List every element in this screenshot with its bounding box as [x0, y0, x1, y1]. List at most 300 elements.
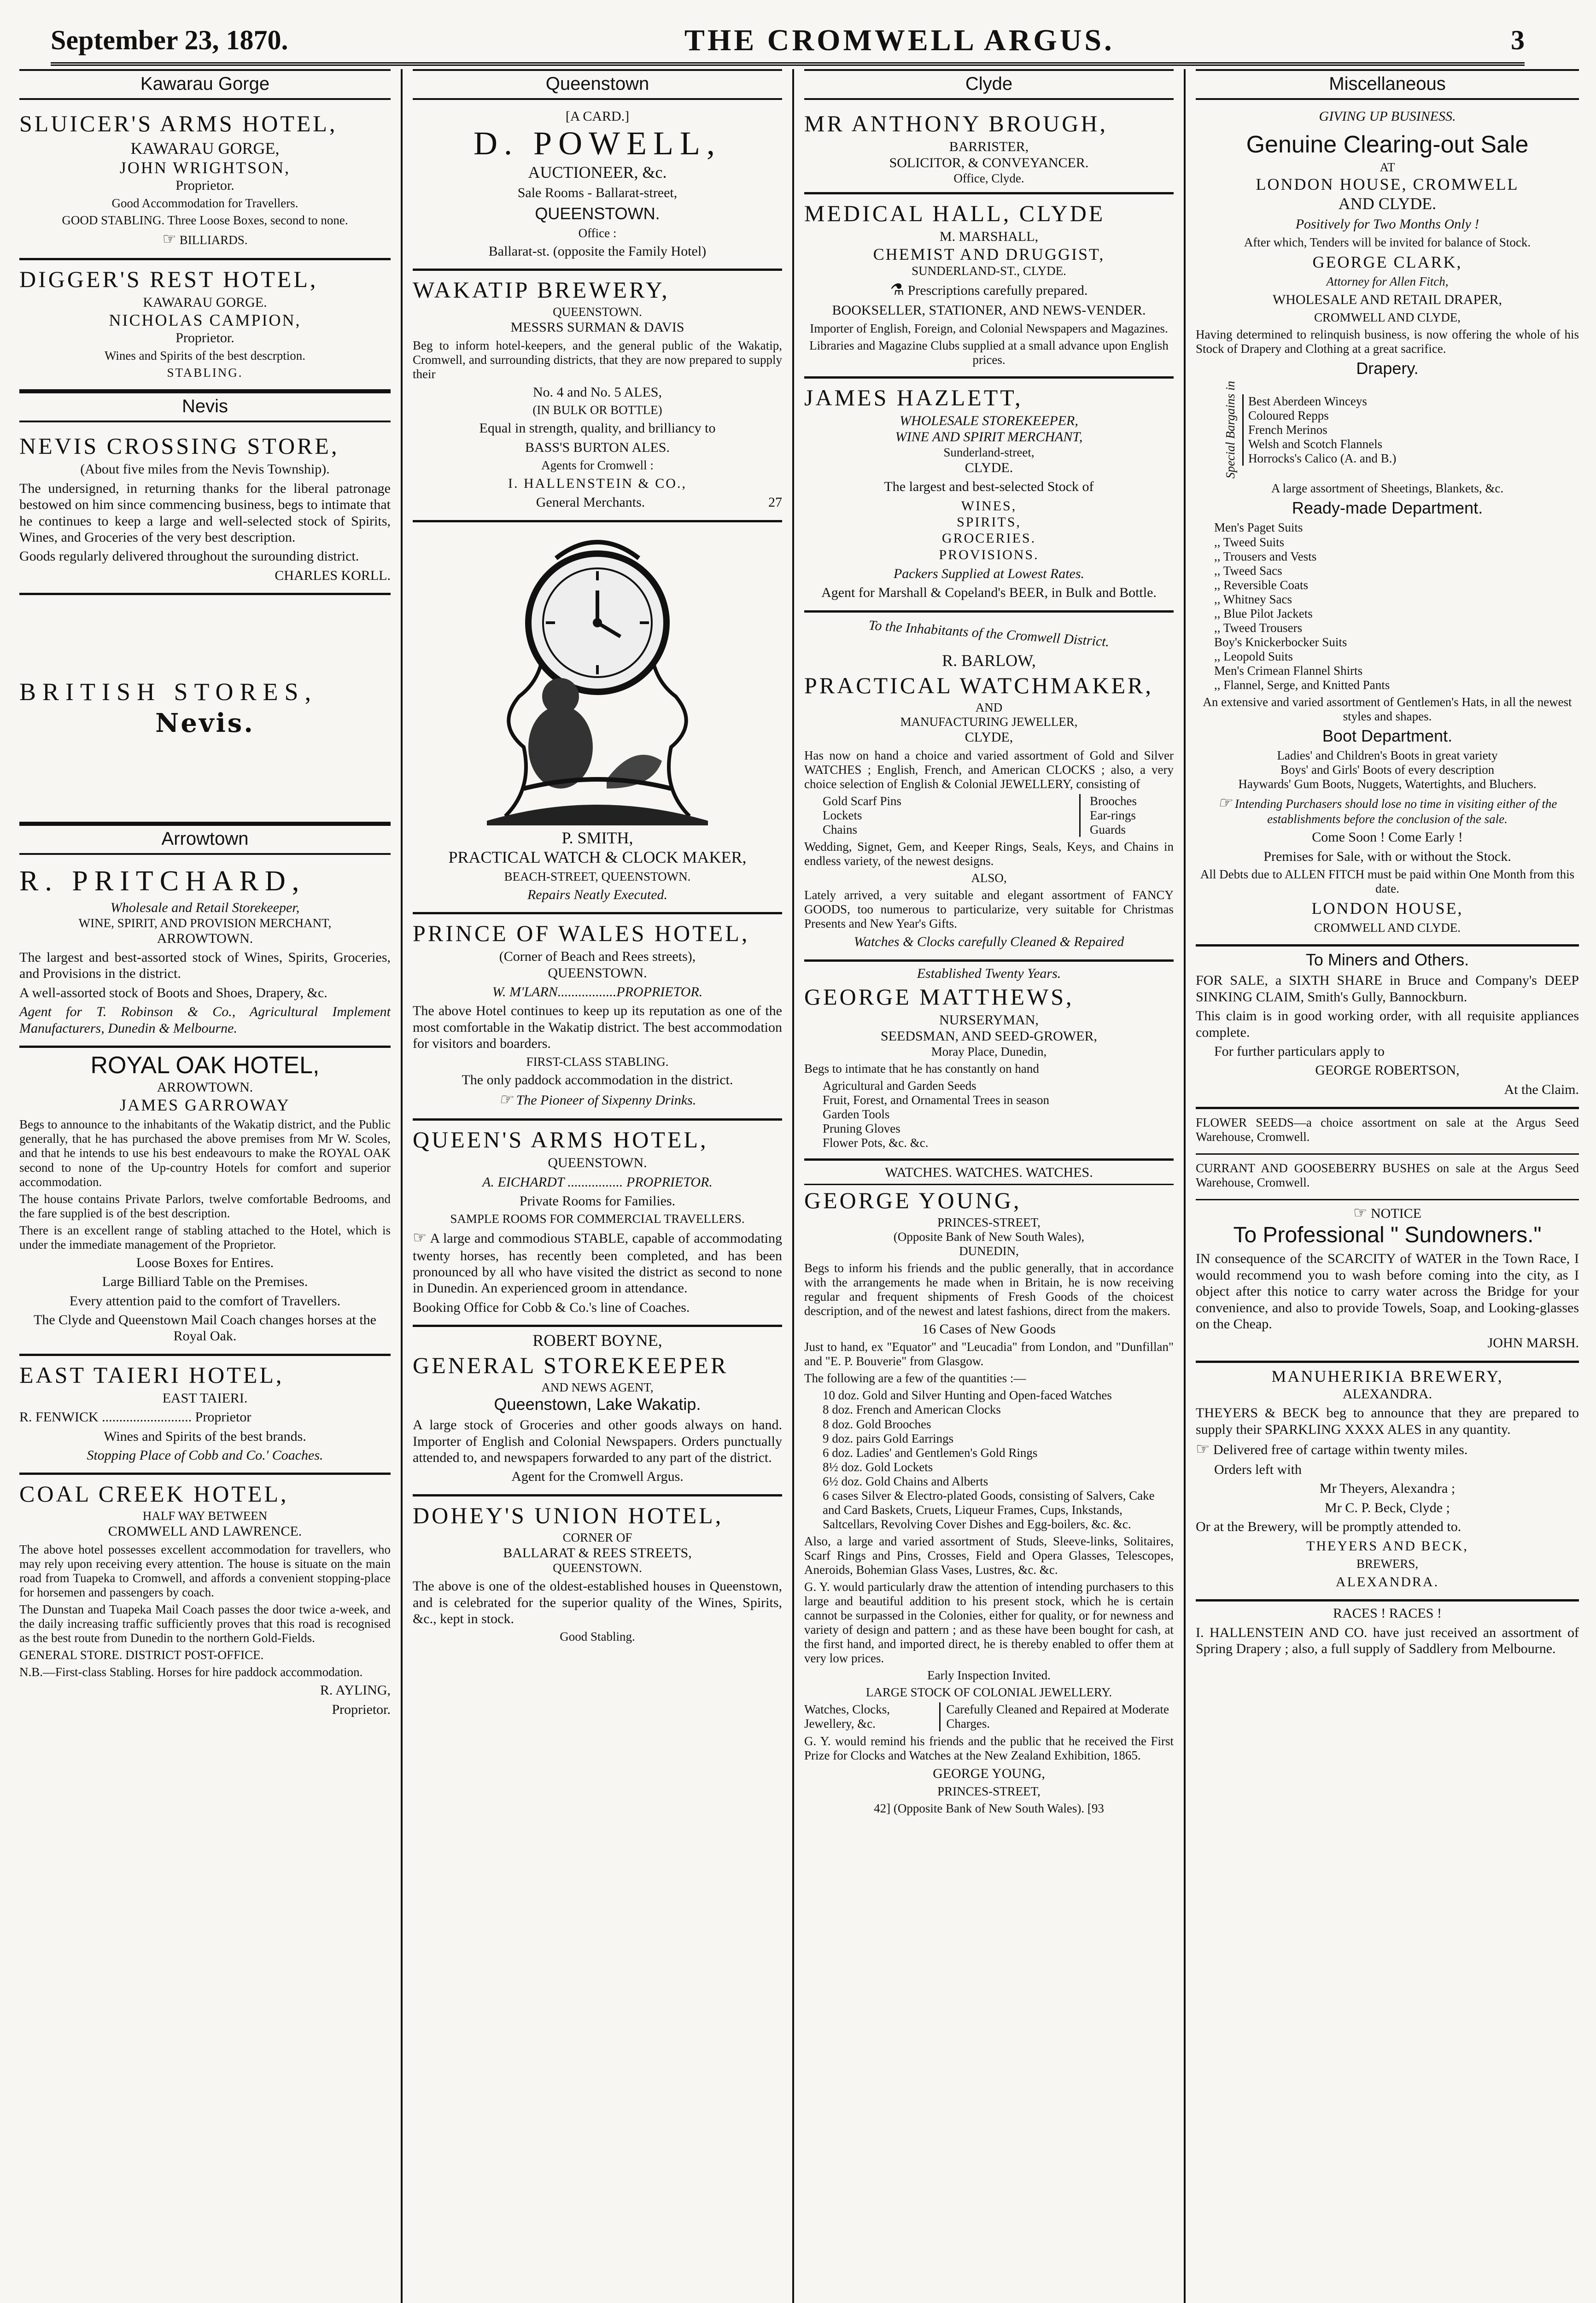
ad-body: Beg to inform hotel-keepers, and the general public of the Wakatip, Cromwell, and surrounding districts, that they are now prepared to supply their	[413, 338, 782, 381]
ad-owner: MESSRS SURMAN & DAVIS	[510, 320, 684, 335]
ad-notice	[1196, 1200, 1579, 1362]
ad-line: NURSERYMAN,	[939, 1012, 1039, 1028]
ad-line: 16 Cases of New Goods	[922, 1321, 1056, 1337]
ad-line: PROVISIONS.	[939, 547, 1039, 562]
ad-r-barlow	[804, 613, 1174, 962]
ad-subtitle: (Corner of Beach and Rees streets),	[499, 949, 696, 964]
list-item: 10 doz. Gold and Silver Hunting and Open-faced Watches	[823, 1388, 1112, 1403]
ad-line: Come Soon ! Come Early !	[1312, 830, 1463, 845]
ad-title: BRITISH STORES,	[19, 678, 318, 706]
ad-title: PRACTICAL WATCHMAKER,	[804, 672, 1153, 699]
ad-george-matthews	[804, 962, 1174, 1161]
drapery-list	[1242, 394, 1396, 466]
ad-place: KAWARAU GORGE,	[130, 139, 280, 158]
ad-east-taieri	[19, 1356, 391, 1475]
ad-doheys-union	[413, 1496, 782, 1654]
list-item: Men's Crimean Flannel Shirts	[1214, 663, 1363, 678]
ad-line: (IN BULK OR BOTTLE)	[532, 403, 662, 417]
ad-role: Proprietor.	[332, 1701, 391, 1717]
ad-royal-oak	[19, 1048, 391, 1356]
ad-line: FIRST-CLASS STABLING.	[526, 1054, 669, 1069]
ad-line: Intending Purchasers should lose no time in visiting either of the establishments before the conclusion of the sale.	[1234, 797, 1557, 826]
seed-list	[823, 1079, 1174, 1150]
ad-p-smith	[413, 522, 782, 914]
mortar-pestle-icon: ⚗	[890, 281, 905, 299]
ad-owner: R. FENWICK .......................... Proprietor	[19, 1409, 251, 1425]
ad-line: For further particulars apply to	[1214, 1043, 1385, 1059]
ad-line: BREWERS,	[1356, 1556, 1419, 1571]
ad-number: 27	[768, 495, 782, 510]
ad-title: JAMES HAZLETT,	[804, 384, 1023, 410]
list-item: Fruit, Forest, and Ornamental Trees in season	[823, 1093, 1049, 1107]
list-item: 8½ doz. Gold Lockets	[823, 1460, 933, 1474]
list-item: Welsh and Scotch Flannels	[1248, 437, 1383, 451]
ad-line: N.B.—First-class Stabling. Horses for hire paddock accommodation.	[19, 1665, 363, 1679]
ad-line: CLYDE.	[965, 460, 1013, 475]
ad-line: GENERAL STORE. DISTRICT POST-OFFICE.	[19, 1648, 264, 1662]
ornate-clock-illustration	[468, 531, 726, 825]
list-item: ,, Leopold Suits	[1214, 649, 1293, 663]
ad-body: There is an excellent range of stabling attached to the Hotel, which is under the immediate management of the Proprietor.	[19, 1223, 391, 1251]
ad-line: WINES,	[961, 498, 1017, 514]
ad-line: (Opposite Bank of New South Wales),	[893, 1229, 1085, 1244]
list-item: 6 cases Silver & Electro-plated Goods, consisting of Salvers, Cake and Card Baskets, Cruets, Liqueur Frames, Cups, Inkstands, Saltcellars, Revolving Cover Dishes and Egg-boilers, &c. &c.	[823, 1488, 1155, 1531]
ad-line: STABLING.	[167, 366, 243, 380]
ad-body: The Dunstan and Tuapeka Mail Coach passes the door twice a-week, and the daily increasing traffic sufficiently proves that this road is recognised as the best route from Dunedin to the northern Gold-Fields.	[19, 1602, 391, 1645]
ad-miners	[1196, 947, 1579, 1109]
ad-body: FOR SALE, a SIXTH SHARE in Bruce and Company's DEEP SINKING CLAIM, Smith's Gully, Bannockburn.	[1196, 973, 1579, 1005]
list-item: French Merinos	[1248, 422, 1327, 437]
ad-title: NEVIS CROSSING STORE,	[19, 433, 339, 459]
ad-line: Positively for Two Months Only !	[1295, 216, 1479, 232]
pointing-hand-icon: ☞	[413, 1229, 427, 1247]
list-item: 6½ doz. Gold Chains and Alberts	[823, 1474, 988, 1488]
ad-body: The above Hotel continues to keep up its reputation as one of the most comfortable in the Wakatip district. The best accommodation for visitors and boarders.	[413, 1003, 782, 1052]
ad-body: Lately arrived, a very suitable and elegant assortment of FANCY GOODS, too numerous to particularize, very suitable for Christmas Presents and New Year's Gifts.	[804, 888, 1174, 931]
ad-line: ALEXANDRA.	[1335, 1574, 1439, 1590]
section-heading: Kawarau Gorge	[19, 69, 391, 100]
ad-line: PRINCES-STREET,	[937, 1784, 1041, 1798]
ad-queens-arms	[413, 1121, 782, 1327]
ad-body: The above hotel possesses excellent accommodation for travellers, who may rely upon receiving every attention. The house is situate on the main road from Tuapeka to Cromwell, and affords a convenient stopping-place for horsemen and passengers by coach.	[19, 1542, 391, 1599]
ad-coal-creek	[19, 1475, 391, 1727]
list-item: Agricultural and Garden Seeds	[823, 1078, 976, 1093]
pointing-hand-icon: ☞	[1217, 795, 1232, 812]
ad-line: CHEMIST AND DRUGGIST,	[873, 245, 1105, 264]
ad-line: A large assortment of Sheetings, Blankets, &c.	[1271, 481, 1504, 496]
ad-line: 42] (Opposite Bank of New South Wales). [93	[874, 1801, 1104, 1816]
list-item: 8 doz. Gold Brooches	[823, 1417, 931, 1431]
ad-races	[1196, 1602, 1579, 1666]
ad-line: MANUFACTURING JEWELLER,	[900, 715, 1078, 729]
ad-line: WINE AND SPIRIT MERCHANT,	[895, 429, 1083, 445]
ad-line: I. HALLENSTEIN & CO.,	[508, 476, 687, 491]
ad-title: SLUICER'S ARMS HOTEL,	[19, 111, 338, 136]
list-item: ,, Reversible Coats	[1214, 578, 1308, 592]
ad-body: FLOWER SEEDS—a choice assortment on sale at the Argus Seed Warehouse, Cromwell.	[1196, 1116, 1579, 1144]
ad-powell	[413, 105, 782, 271]
ad-title: PRINCE OF WALES HOTEL,	[413, 920, 750, 947]
ad-place: QUEENSTOWN.	[548, 1155, 647, 1171]
ad-arc-heading: To the Inhabitants of the Cromwell District.	[868, 617, 1110, 650]
ad-line: SOLICITOR, & CONVEYANCER.	[889, 155, 1089, 171]
ad-line: Special Bargains in	[1223, 381, 1237, 479]
ad-body: The undersigned, in returning thanks for the liberal patronage bestowed on him since commencing business, begs to intimate that he continues to keep a large and well-selected stock of Spirits, Wines, and Groceries of the very best description.	[19, 480, 391, 545]
ad-body: CURRANT AND GOOSEBERRY BUSHES on sale at the Argus Seed Warehouse, Cromwell.	[1196, 1161, 1579, 1190]
ad-line: Watches, Clocks, Jewellery, &c.	[804, 1702, 890, 1731]
ad-body: Goods regularly delivered throughout the surounding district.	[19, 549, 359, 564]
issue-date: September 23, 1870.	[51, 25, 288, 55]
ad-line: Mr C. P. Beck, Clyde ;	[1325, 1500, 1450, 1515]
ad-line: DUNEDIN,	[959, 1244, 1019, 1258]
ad-place: ALEXANDRA.	[1342, 1386, 1432, 1402]
ad-line: LONDON HOUSE,	[1311, 899, 1463, 918]
ad-body: Begs to intimate that he has constantly on hand	[804, 1061, 1039, 1076]
ad-title: EAST TAIERI HOTEL,	[19, 1362, 284, 1388]
pointing-hand-icon: ☞	[162, 231, 176, 248]
ad-body: A well-assorted stock of Boots and Shoes, Drapery, &c.	[19, 985, 327, 1000]
ad-line: Private Rooms for Families.	[519, 1193, 676, 1209]
ad-place: BEACH-STREET, QUEENSTOWN.	[504, 869, 691, 883]
ad-anthony-brough	[804, 105, 1174, 194]
ad-signature: CHARLES KORLL.	[275, 567, 391, 583]
ad-manuherikia-brewery	[1196, 1363, 1579, 1602]
ad-title: P. SMITH,	[561, 828, 633, 847]
pointing-hand-icon: ☞	[1196, 1440, 1210, 1458]
ad-subtitle: CROMWELL AND LAWRENCE.	[108, 1524, 302, 1539]
list-item: Ear-rings	[1090, 808, 1136, 822]
ad-line: Wines and Spirits of the best descrption.	[104, 349, 306, 363]
ad-title: MR ANTHONY BROUGH,	[804, 111, 1108, 136]
ad-line: WHOLESALE STOREKEEPER,	[900, 413, 1078, 428]
ad-james-hazlett	[804, 379, 1174, 613]
ad-line: ARROWTOWN.	[157, 930, 253, 946]
ad-line: Large Billiard Table on the Premises.	[102, 1274, 308, 1290]
ad-line: Haywards' Gum Boots, Nuggets, Watertights, and Bluchers.	[1238, 777, 1537, 791]
ad-signature: R. AYLING,	[320, 1683, 391, 1698]
ad-line: General Merchants.	[536, 495, 645, 510]
ad-role: Proprietor.	[175, 178, 234, 193]
ad-george-young	[804, 1161, 1174, 1825]
ad-line: GOOD STABLING. Three Loose Boxes, second to none.	[62, 213, 348, 228]
ad-line: This claim is in good working order, with all requisite appliances complete.	[1196, 1008, 1579, 1040]
jewellery-list	[804, 794, 1174, 837]
section-heading: Arrowtown	[19, 824, 391, 855]
ad-line: Libraries and Magazine Clubs supplied at a small advance upon English prices.	[809, 338, 1169, 367]
goods-list	[823, 1388, 1174, 1531]
ad-line: Premises for Sale, with or without the Stock.	[1263, 848, 1511, 864]
ad-line: Booking Office for Cobb & Co.'s line of Coaches.	[413, 1299, 690, 1315]
ad-line: Sale Rooms - Ballarat-street,	[517, 185, 678, 201]
ad-line: Good Accommodation for Travellers.	[111, 196, 298, 210]
ad-owner: JAMES GARROWAY	[120, 1096, 290, 1115]
section-heading: Miscellaneous	[1196, 69, 1579, 100]
ad-wakatip-brewery	[413, 271, 782, 522]
ad-title: DIGGER'S REST HOTEL,	[19, 266, 318, 292]
ad-subtitle: Wholesale and Retail Storekeeper,	[110, 900, 300, 916]
ad-line: Mr Theyers, Alexandra ;	[1319, 1481, 1456, 1496]
list-item: Men's Paget Suits	[1214, 520, 1303, 535]
ad-line: GIVING UP BUSINESS.	[1319, 109, 1456, 124]
ad-line: The Pioneer of Sixpenny Drinks.	[516, 1093, 696, 1108]
ad-body: Wedding, Signet, Gem, and Keeper Rings, Seals, Keys, and Chains in endless variety, of the newest designs.	[804, 840, 1174, 868]
ad-owner: A. EICHARDT ................ PROPRIETOR.	[482, 1174, 713, 1190]
ad-body: Begs to inform his friends and the public generally, that in accordance with the arrangements he made when in Britain, he is now receiving regular and frequent shipments of Fresh Goods of the choicest description, and of the newest and latest fashions, direct from the makers.	[804, 1261, 1174, 1318]
page-header	[51, 18, 1525, 66]
ad-subtitle: BALLARAT & REES STREETS,	[503, 1545, 692, 1561]
list-item: Lockets	[823, 808, 862, 822]
page-number: 3	[1510, 25, 1525, 55]
ad-body: Agent for T. Robinson & Co., Agricultural Implement Manufacturers, Dunedin & Melbourne.	[19, 1004, 391, 1036]
list-item: Garden Tools	[823, 1107, 890, 1122]
ad-role: Proprietor.	[175, 330, 234, 345]
ad-line: Office, Clyde.	[953, 171, 1024, 185]
ad-line: An extensive and varied assortment of Gentlemen's Hats, in all the newest styles and shapes.	[1203, 695, 1572, 724]
ad-line: LARGE STOCK OF COLONIAL JEWELLERY.	[865, 1685, 1112, 1700]
ad-line: Agents for Cromwell :	[541, 458, 654, 473]
list-item: 9 doz. pairs Gold Earrings	[823, 1431, 954, 1445]
masthead: THE CROMWELL ARGUS.	[684, 23, 1115, 57]
ad-line: Boys' and Girls' Boots of every description	[1280, 763, 1495, 777]
ad-subtitle: CORNER OF	[562, 1530, 632, 1544]
ad-body: The above is one of the oldest-established houses in Queenstown, and is celebrated for the superior quality of the Wines, Spirits, &c., kept in stock.	[413, 1578, 782, 1626]
ad-owner: R. BARLOW,	[942, 651, 1036, 670]
ad-line: Early Inspection Invited.	[927, 1668, 1051, 1683]
ad-title: QUEEN'S ARMS HOTEL,	[413, 1127, 708, 1153]
ad-signature: JOHN MARSH.	[1487, 1335, 1579, 1351]
ad-pritchard	[19, 859, 391, 1048]
ad-line: GEORGE CLARK,	[1312, 252, 1462, 271]
pointing-hand-icon: ☞	[498, 1091, 513, 1109]
list-item: 8 doz. French and American Clocks	[823, 1403, 1001, 1417]
ad-body: The following are a few of the quantities :—	[804, 1371, 1026, 1385]
ad-line: Equal in strength, quality, and brilliancy to	[479, 421, 716, 436]
ad-place: QUEENSTOWN.	[553, 1561, 642, 1575]
ad-line: Loose Boxes for Entires.	[136, 1255, 274, 1270]
list-item: ,, Tweed Sacs	[1214, 563, 1282, 578]
ad-line: The Clyde and Queenstown Mail Coach changes horses at the Royal Oak.	[34, 1312, 376, 1344]
ad-owner: W. M'LARN.................PROPRIETOR.	[492, 984, 703, 1000]
ad-line: Prescriptions carefully prepared.	[907, 283, 1088, 298]
ad-line: BASS'S BURTON ALES.	[525, 439, 670, 455]
list-item: Brooches	[1090, 794, 1137, 808]
ad-line: Moray Place, Dunedin,	[931, 1044, 1047, 1058]
ad-line: Or at the Brewery, will be promptly attended to.	[1196, 1519, 1462, 1535]
ad-sluicers-arms	[19, 105, 391, 260]
ad-subtitle: (About five miles from the Nevis Township).	[80, 462, 330, 477]
ad-line: M. MARSHALL,	[939, 228, 1039, 244]
ad-line: SEEDSMAN, AND SEED-GROWER,	[880, 1029, 1097, 1044]
ad-body: A large and commodious STABLE, capable of accommodating twenty horses, has recently been completed, and has been pronounced by all who have visited the district as second to none in Dunedin. An experienced groom in attendance.	[413, 1231, 782, 1296]
ad-robert-boyne	[413, 1327, 782, 1496]
ad-body: A large stock of Groceries and other goods always on hand. Importer of English and Colonial Newspapers. Orders punctually attended to, and newspapers forwarded to any part of the district.	[413, 1417, 782, 1465]
ad-line: ALSO,	[971, 871, 1007, 885]
ad-line: PRINCES-STREET,	[937, 1215, 1041, 1229]
column-3	[792, 69, 1184, 2303]
ad-subheading: Boot Department.	[1322, 726, 1453, 746]
ad-line: THEYERS AND BECK,	[1306, 1538, 1468, 1554]
ad-owner: JOHN WRIGHTSON,	[119, 158, 291, 177]
ad-title: ROYAL OAK HOTEL,	[90, 1052, 320, 1079]
ad-line: Office :	[578, 226, 617, 240]
ad-line: AT	[1380, 160, 1395, 175]
ad-title: Genuine Clearing-out Sale	[1246, 131, 1529, 158]
list-item: Guards	[1090, 822, 1126, 836]
ad-line: Repairs Neatly Executed.	[527, 887, 668, 902]
ad-line: WHOLESALE AND RETAIL DRAPER,	[1272, 292, 1502, 307]
ad-line: The largest and best-selected Stock of	[884, 479, 1094, 495]
column-4	[1184, 69, 1589, 2303]
ad-line: At the Claim.	[1504, 1081, 1579, 1097]
ad-title: GEORGE YOUNG,	[804, 1187, 1022, 1213]
list-item: Horrocks's Calico (A. and B.)	[1248, 451, 1397, 466]
section-heading: Clyde	[804, 69, 1174, 100]
list-item: ,, Blue Pilot Jackets	[1214, 606, 1313, 620]
column-1	[9, 69, 401, 2303]
ad-flower-seeds	[1196, 1109, 1579, 1155]
ad-body: Just to hand, ex "Equator" and "Leucadia" from London, and "Dunfillan" and "E. P. Bouverie" from Glasgow.	[804, 1340, 1174, 1368]
list-item: Best Aberdeen Winceys	[1248, 394, 1367, 408]
ad-place: EAST TAIERI.	[162, 1390, 248, 1406]
ad-line: Delivered free of cartage within twenty miles.	[1213, 1442, 1468, 1457]
repair-block	[804, 1702, 1174, 1731]
ad-line: SAMPLE ROOMS FOR COMMERCIAL TRAVELLERS.	[450, 1212, 745, 1226]
ad-line: Importer of English, Foreign, and Colonial Newspapers and Magazines.	[810, 321, 1168, 335]
list-item: Pruning Gloves	[823, 1122, 900, 1136]
ad-line: AND CLYDE.	[1338, 194, 1437, 213]
ad-line: Agent for Marshall & Copeland's BEER, in Bulk and Bottle.	[821, 585, 1157, 601]
ad-line: GROCERIES.	[941, 531, 1036, 546]
ad-title: D. POWELL,	[474, 125, 721, 162]
ad-line: GEORGE ROBERTSON,	[1315, 1063, 1460, 1078]
ad-body: G. Y. would particularly draw the attention of intending purchasers to this large and beautiful addition to his present stock, which he is certain cannot be surpassed in the Colonies, either for quality, or for newness and variety of design and pattern ; and as these have been bought for cash, at the first hand, and imported direct, he is thereby enabled to offer them at very low prices.	[804, 1580, 1174, 1666]
section-heading: Queenstown	[413, 69, 782, 100]
ad-place: QUEENSTOWN.	[548, 965, 647, 981]
list-item: ,, Tweed Trousers	[1214, 620, 1303, 635]
ad-title: DOHEY'S UNION HOTEL,	[413, 1502, 724, 1528]
ad-place: Nevis.	[155, 708, 255, 739]
ad-line: BILLIARDS.	[179, 233, 248, 247]
ad-role: PRACTICAL WATCH & CLOCK MAKER,	[448, 848, 747, 866]
ad-title: WAKATIP BREWERY,	[413, 277, 670, 303]
ad-line: [A CARD.]	[565, 109, 630, 124]
list-item: Boy's Knickerbocker Suits	[1214, 635, 1347, 649]
ad-line: After which, Tenders will be invited for balance of Stock.	[1244, 235, 1531, 249]
ad-line: Ladies' and Children's Boots in great variety	[1277, 748, 1498, 763]
ad-place: KAWARAU GORGE.	[143, 294, 267, 310]
ad-line: LONDON HOUSE, CROMWELL	[1256, 175, 1519, 194]
ad-title: To Professional " Sundowners."	[1233, 1223, 1542, 1248]
ad-line: Sunderland-street,	[943, 445, 1035, 459]
ad-line: Established Twenty Years.	[917, 965, 1061, 981]
ad-body: THEYERS & BECK beg to announce that they are prepared to supply their SPARKLING XXXX ALES in any quantity.	[1196, 1405, 1579, 1437]
section-heading: Nevis	[19, 392, 391, 422]
ad-line: Ballarat-st. (opposite the Family Hotel)	[488, 243, 707, 259]
ad-body: Also, a large and varied assortment of Studs, Sleeve-links, Solitaires, Scarf Rings and Pins, Crosses, Field and Opera Glasses, Telescopes, Aneroids, Bohemian Glass Vases, Lustres, &c. &c.	[804, 1534, 1174, 1577]
list-item: ,, Tweed Suits	[1214, 535, 1285, 549]
ad-currant-bushes	[1196, 1155, 1579, 1200]
jewellery-list-right	[1079, 794, 1137, 837]
ad-body: Having determined to relinquish business, is now offering the whole of his Stock of Drapery and Clothing at a great sacrifice.	[1196, 327, 1579, 356]
ad-body: IN consequence of the SCARCITY of WATER in the Town Race, I would recommend you to wash before coming into the city, as I object after this notice to carry water across the Bridge for your convenience, and also to provide Towels, Soap, and Looking-glasses on the Cheap.	[1196, 1251, 1579, 1332]
pointing-hand-icon: ☞	[1353, 1204, 1368, 1222]
ad-medical-hall	[804, 194, 1174, 379]
ad-line: The only paddock accommodation in the district.	[462, 1072, 733, 1087]
ad-body: Has now on hand a choice and varied assortment of Gold and Silver WATCHES ; English, French, and American CLOCKS ; also, a very choice selection of English & Colonial JEWELLERY, consisting of	[804, 748, 1174, 791]
list-item: Coloured Repps	[1248, 408, 1329, 422]
ad-place: QUEENSTOWN.	[553, 305, 642, 319]
ad-title: R. PRITCHARD,	[19, 865, 306, 897]
ad-nevis-crossing	[19, 427, 391, 595]
ad-line: AND	[975, 701, 1003, 715]
jewellery-list-left	[823, 794, 901, 837]
ad-title: To Miners and Others.	[1305, 950, 1469, 970]
list-item: ,, Whitney Sacs	[1214, 592, 1292, 606]
ad-subheading: Ready-made Department.	[1292, 498, 1483, 518]
ad-line: Packers Supplied at Lowest Rates.	[893, 566, 1085, 582]
ad-title: RACES ! RACES !	[1333, 1606, 1442, 1621]
ad-line: SPIRITS,	[957, 514, 1021, 530]
ad-title: MEDICAL HALL, CLYDE	[804, 200, 1105, 226]
ad-owner: NICHOLAS CAMPION,	[109, 310, 301, 329]
ad-owner: ROBERT BOYNE,	[532, 1331, 662, 1350]
ad-title: COAL CREEK HOTEL,	[19, 1481, 289, 1507]
ad-line: BARRISTER,	[949, 139, 1029, 154]
list-item: Gold Scarf Pins	[823, 794, 901, 808]
ad-line: CROMWELL AND CLYDE,	[1314, 310, 1461, 325]
column-2	[401, 69, 792, 2303]
ad-title: GEORGE MATTHEWS,	[804, 984, 1074, 1010]
ad-line: CLYDE,	[965, 730, 1013, 745]
ad-line: Good Stabling.	[560, 1630, 635, 1644]
ad-line: Watches & Clocks carefully Cleaned & Repaired	[854, 934, 1124, 950]
ad-role: AUCTIONEER, &c.	[528, 163, 667, 182]
ad-british-stores	[19, 595, 391, 824]
ad-diggers-rest	[19, 260, 391, 392]
ad-line: SUNDERLAND-ST., CLYDE.	[912, 264, 1066, 278]
ad-line: Stopping Place of Cobb and Co.' Coaches.	[87, 1447, 323, 1463]
ad-line: Every attention paid to the comfort of Travellers.	[69, 1293, 341, 1309]
list-item: ,, Flannel, Serge, and Knitted Pants	[1214, 678, 1390, 692]
ad-title: GENERAL STOREKEEPER	[413, 1352, 729, 1379]
ad-line: All Debts due to ALLEN FITCH must be paid within One Month from this date.	[1200, 867, 1575, 896]
ad-line: CROMWELL AND CLYDE.	[1314, 921, 1461, 935]
ad-line: GEORGE YOUNG,	[933, 1765, 1045, 1781]
ad-line: No. 4 and No. 5 ALES,	[533, 384, 662, 400]
ad-line: Carefully Cleaned and Repaired at Moderate Charges.	[939, 1702, 1174, 1731]
ad-subtitle: AND NEWS AGENT,	[541, 1380, 654, 1395]
ad-line: Orders left with	[1214, 1462, 1302, 1477]
ad-line: Attorney for Allen Fitch,	[1326, 274, 1449, 288]
ready-made-list	[1214, 520, 1579, 692]
ad-body: G. Y. would remind his friends and the public that he received the First Prize for Clocks and Watches at the New Zealand Exhibition, 1865.	[804, 1734, 1174, 1762]
ad-line: QUEENSTOWN.	[535, 204, 660, 223]
list-item: Chains	[823, 822, 858, 836]
ad-title: MANUHERIKIA BREWERY,	[1271, 1367, 1503, 1385]
list-item: 6 doz. Ladies' and Gentlemen's Gold Rings	[823, 1445, 1038, 1460]
drapery-bargains	[1196, 381, 1579, 479]
ad-body: I. HALLENSTEIN AND CO. have just received an assortment of Spring Drapery ; also, a full supply of Saddlery from Melbourne.	[1196, 1625, 1579, 1657]
ad-banner: WATCHES. WATCHES. WATCHES.	[804, 1164, 1174, 1185]
ad-subtitle: HALF WAY BETWEEN	[142, 1509, 268, 1523]
ad-line: WINE, SPIRIT, AND PROVISION MERCHANT,	[78, 916, 332, 930]
list-item: ,, Trousers and Vests	[1214, 549, 1317, 563]
ad-prince-of-wales	[413, 914, 782, 1121]
ad-place: Queenstown, Lake Wakatip.	[494, 1395, 701, 1414]
ad-line: BOOKSELLER, STATIONER, AND NEWS-VENDER.	[832, 303, 1146, 318]
ad-place: ARROWTOWN.	[157, 1079, 253, 1095]
ad-line: Wines and Spirits of the best brands.	[104, 1428, 306, 1444]
